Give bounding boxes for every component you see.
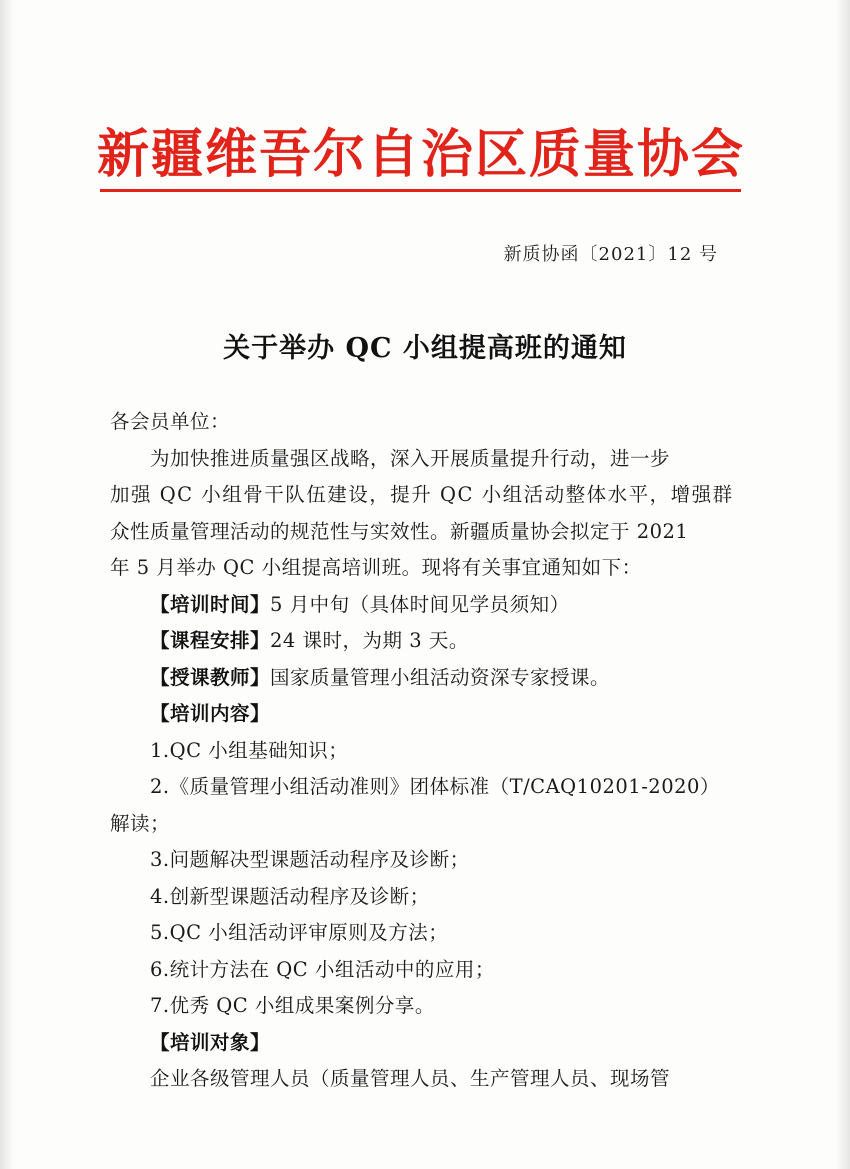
content-list-item: 6.统计方法在 QC 小组活动中的应用； <box>150 957 495 981</box>
course-schedule-value: 24 课时，为期 3 天。 <box>270 629 469 652</box>
teacher-value: 国家质量管理小组活动资深专家授课。 <box>270 665 611 689</box>
intro-line: 加强 QC 小组骨干队伍建设，提升 QC 小组活动整体水平，增强群 <box>110 483 734 506</box>
intro-line: 众性质量管理活动的规范性与实效性。新疆质量协会拟定于 2021 <box>110 519 689 543</box>
content-list-item: 5.QC 小组活动评审原则及方法； <box>150 921 449 944</box>
content-list-item: 7.优秀 QC 小组成果案例分享。 <box>150 994 435 1017</box>
scan-edge-right <box>836 0 850 1169</box>
training-target-value: 企业各级管理人员（质量管理人员、生产管理人员、现场管 <box>150 1067 671 1090</box>
teacher-row <box>110 660 720 697</box>
document-number: 新质协函〔2021〕12 号 <box>503 244 718 265</box>
notice-body <box>110 404 734 1098</box>
training-time-row <box>110 587 720 624</box>
training-content-heading <box>110 696 720 733</box>
training-time-value: 5 月中旬（具体时间见学员须知） <box>270 592 570 616</box>
course-schedule-label: 【课程安排】 <box>150 629 271 652</box>
training-content-label: 【培训内容】 <box>150 702 271 725</box>
content-list-item-continuation: 解读； <box>110 811 171 835</box>
letterhead-divider <box>100 189 741 192</box>
intro-line: 年 5 月举办 QC 小组提高培训班。现将有关事宜通知如下： <box>110 556 642 579</box>
training-target-label: 【培训对象】 <box>150 1030 271 1054</box>
organization-letterhead: 新疆维吾尔自治区质量协会 <box>96 125 745 185</box>
notice-title: 关于举办 QC 小组提高班的通知 <box>223 333 627 364</box>
content-list-item: 2.《质量管理小组活动准则》团体标准（T/CAQ10201-2020） <box>150 775 720 798</box>
training-target-heading <box>110 1025 720 1062</box>
course-schedule-row <box>110 623 720 660</box>
intro-line: 为加快推进质量强区战略，深入开展质量提升行动，进一步 <box>150 446 671 470</box>
content-list-item: 1.QC 小组基础知识； <box>150 738 349 762</box>
teacher-label: 【授课教师】 <box>150 665 271 689</box>
scan-edge-left <box>0 0 14 1169</box>
salutation: 各会员单位： <box>110 410 231 433</box>
training-time-label: 【培训时间】 <box>150 592 271 616</box>
content-list-item: 4.创新型课题活动程序及诊断； <box>150 884 430 908</box>
content-list-item: 3.问题解决型课题活动程序及诊断； <box>150 848 470 871</box>
